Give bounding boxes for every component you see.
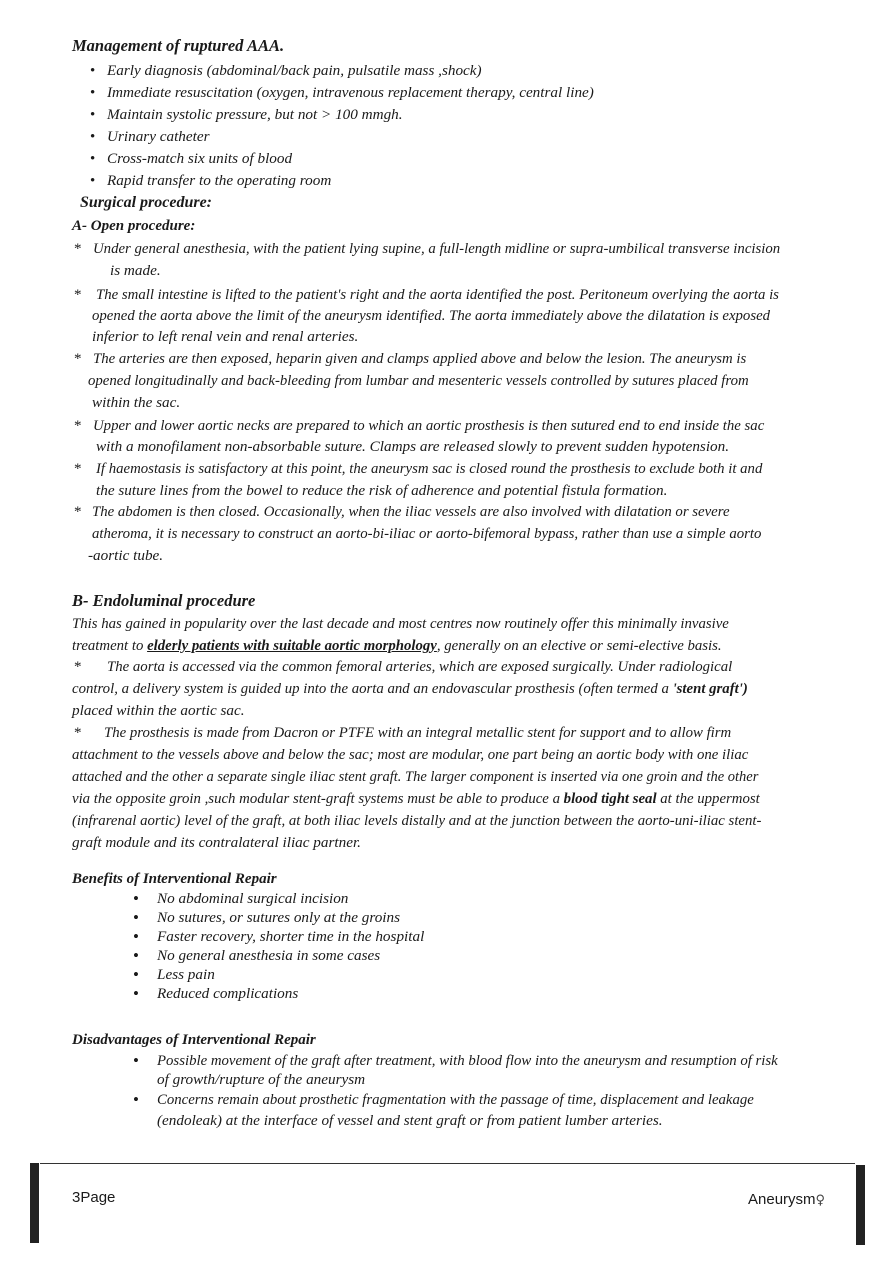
endo-para-line: placed within the aortic sac. <box>72 702 245 719</box>
emphasis-underlined: elderly patients with suitable aortic morphology <box>147 638 437 654</box>
endo-para-line: The aorta is accessed via the common femoral arteries, which are exposed surgically. Under radiological <box>107 659 733 675</box>
list-item: Cross-match six units of blood <box>107 150 293 167</box>
list-item: Immediate resuscitation (oxygen, intravenous replacement therapy, central line) <box>107 84 594 101</box>
open-heading: A- Open procedure: <box>72 218 196 234</box>
list-item: Maintain systolic pressure, but not > 100 mmgh. <box>107 106 403 123</box>
endo-para-line: The prosthesis is made from Dacron or PTFE with an integral metallic stent for support and to allow firm <box>104 725 732 741</box>
star-marker: * <box>74 461 82 477</box>
text-run: , generally on an elective or semi-elective basis. <box>436 638 722 654</box>
step-line: -aortic tube. <box>88 547 164 564</box>
star-marker: * <box>74 418 82 434</box>
step-line: Under general anesthesia, with the patient lying supine, a full-length midline or supra-umbilical transverse incision <box>93 241 781 257</box>
bullet: • <box>90 85 96 101</box>
step-line: The abdomen is then closed. Occasionally, when the iliac vessels are also involved with dilatation or severe <box>92 504 730 520</box>
star-marker: * <box>74 725 82 741</box>
list-item: Rapid transfer to the operating room <box>107 172 332 189</box>
benefits-heading: Benefits of Interventional Repair <box>72 871 277 887</box>
section-title: Management of ruptured AAA. <box>72 36 285 55</box>
endo-para-line: attached and the other a separate single iliac stent graft. The larger component is inserted via one groin and the other <box>72 769 759 785</box>
list-item: Early diagnosis (abdominal/back pain, pulsatile mass ,shock) <box>107 62 482 79</box>
page-number: 3Page <box>72 1189 116 1206</box>
bullet: • <box>133 908 139 927</box>
star-marker: * <box>74 659 82 675</box>
bullet: • <box>133 1090 139 1109</box>
bullet: • <box>90 63 96 79</box>
step-line: with a monofilament non-absorbable suture. Clamps are released slowly to prevent sudden hypotension. <box>96 438 730 455</box>
list-item-line: (endoleak) at the interface of vessel and stent graft or from patient lumber arteries. <box>157 1112 663 1129</box>
footer-title <box>748 1191 825 1208</box>
endo-intro-line <box>72 636 722 656</box>
emphasis-bold: blood tight seal <box>563 791 657 807</box>
footer-left-bar <box>30 1163 39 1243</box>
endo-para-line: attachment to the vessels above and below the sac; most are modular, one part being an aortic body with one iliac <box>72 747 749 763</box>
step-line: opened longitudinally and back-bleeding from lumbar and mesenteric vessels controlled by sutures placed from <box>88 373 749 389</box>
female-symbol-icon: ♀ <box>815 1193 826 1208</box>
star-marker: * <box>74 287 82 303</box>
endo-para-line <box>72 789 760 809</box>
step-line: Upper and lower aortic necks are prepared to which an aortic prosthesis is then sutured end to end inside the sac <box>93 418 765 434</box>
bullet: • <box>133 984 139 1003</box>
bullet: • <box>90 129 96 145</box>
list-item-line: Possible movement of the graft after treatment, with blood flow into the aneurysm and resumption of risk <box>157 1053 778 1069</box>
step-line: opened the aorta above the limit of the aneurysm identified. The aorta immediately above the dilatation is exposed <box>92 308 771 324</box>
list-item: No general anesthesia in some cases <box>157 947 381 964</box>
list-item-line: Concerns remain about prosthetic fragmentation with the passage of time, displacement and leakage <box>157 1092 754 1108</box>
footer-right-bar <box>856 1165 865 1245</box>
endo-para-line: graft module and its contralateral iliac partner. <box>72 834 361 851</box>
step-line: The arteries are then exposed, heparin given and clamps applied above and below the lesion. The aneurysm is <box>93 351 747 367</box>
text-run: via the opposite groin ,such modular stent-graft systems must be able to produce a <box>72 791 564 807</box>
disadvantages-heading: Disadvantages of Interventional Repair <box>72 1032 316 1048</box>
list-item: Faster recovery, shorter time in the hospital <box>157 928 425 945</box>
text-run: control, a delivery system is guided up into the aorta and an endovascular prosthesis (often termed a <box>72 681 673 697</box>
step-line: atheroma, it is necessary to construct an aorto-bi-iliac or aorto-bifemoral bypass, rather than use a simple aorto <box>92 526 762 542</box>
bullet: • <box>90 151 96 167</box>
text-run: at the uppermost <box>656 791 760 807</box>
list-item: No abdominal surgical incision <box>157 890 349 907</box>
endo-para-line <box>72 679 748 699</box>
emphasis-bold: 'stent graft') <box>672 681 748 697</box>
step-line: is made. <box>110 262 161 279</box>
star-marker: * <box>74 351 82 367</box>
text-run: treatment to <box>72 638 148 654</box>
bullet: • <box>133 946 139 965</box>
bullet: • <box>133 889 139 908</box>
star-marker: * <box>74 504 82 520</box>
step-line: the suture lines from the bowel to reduce the risk of adherence and potential fistula formation. <box>96 482 668 499</box>
bullet: • <box>133 965 139 984</box>
list-item: Less pain <box>157 966 215 983</box>
surgical-heading: Surgical procedure: <box>80 194 212 211</box>
step-line: within the sac. <box>92 394 181 411</box>
bullet: • <box>133 927 139 946</box>
bullet: • <box>133 1051 139 1070</box>
endo-heading: B- Endoluminal procedure <box>72 591 256 610</box>
list-item-line: of growth/rupture of the aneurysm <box>157 1071 366 1088</box>
bullet: • <box>90 107 96 123</box>
step-line: If haemostasis is satisfactory at this point, the aneurysm sac is closed round the prosthesis to exclude both it and <box>96 461 763 477</box>
star-marker: * <box>74 241 82 257</box>
list-item: No sutures, or sutures only at the groins <box>157 909 401 926</box>
list-item: Urinary catheter <box>107 128 210 145</box>
step-line: The small intestine is lifted to the patient's right and the aorta identified the post. Peritoneum overlying the aorta is <box>96 287 779 303</box>
endo-intro-line: This has gained in popularity over the last decade and most centres now routinely offer this minimally invasive <box>72 616 729 632</box>
step-line: inferior to left renal vein and renal arteries. <box>92 328 359 345</box>
footer-divider <box>40 1163 855 1164</box>
footer-title-text: Aneurysm <box>748 1191 816 1208</box>
list-item: Reduced complications <box>157 985 299 1002</box>
bullet: • <box>90 173 96 189</box>
endo-para-line: (infrarenal aortic) level of the graft, at both iliac levels distally and at the junction between the aorto-uni-iliac stent- <box>72 813 762 829</box>
